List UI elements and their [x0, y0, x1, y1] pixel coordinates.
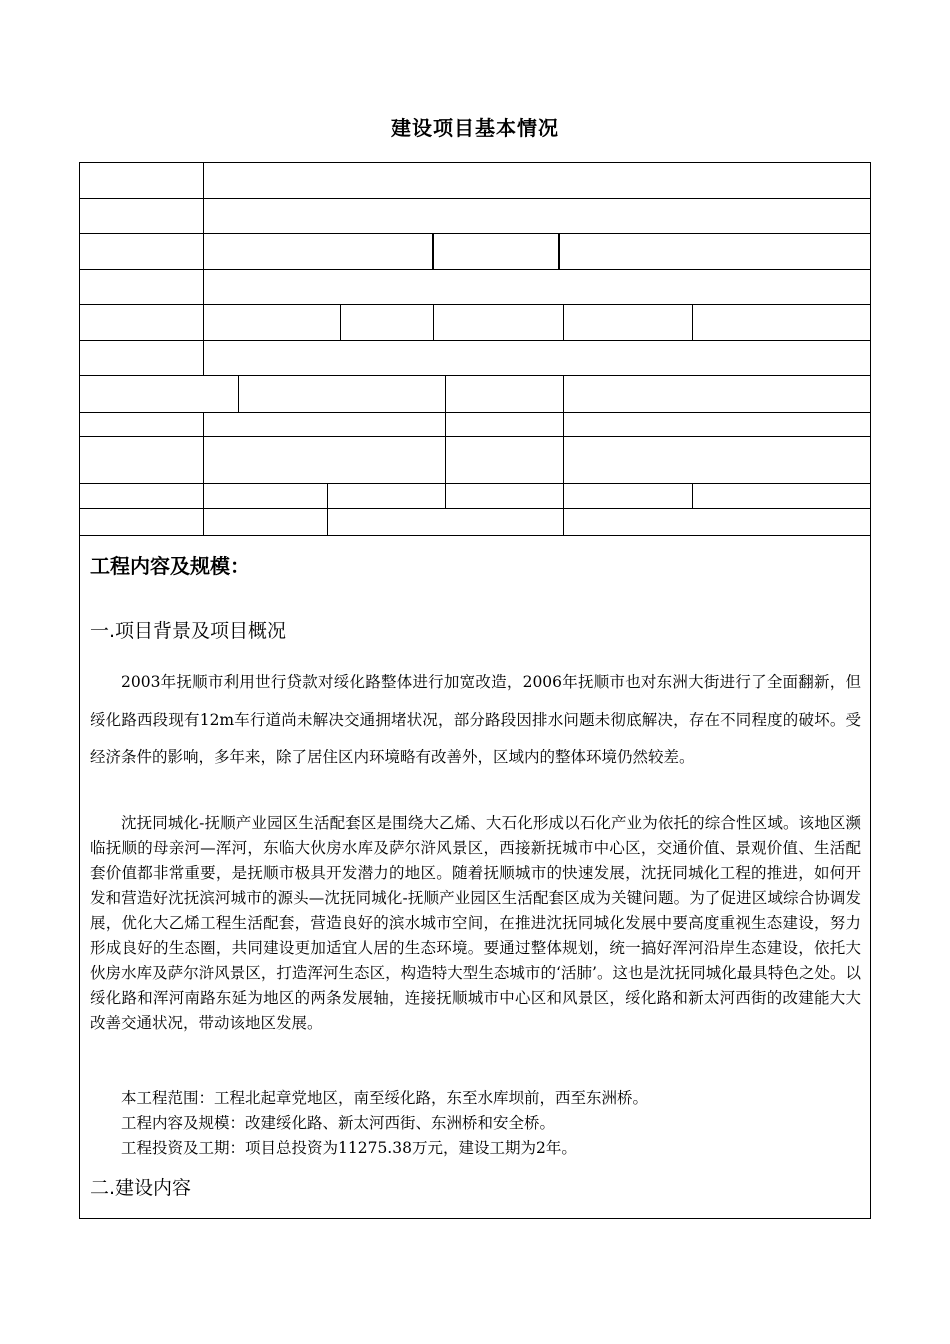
table-cell [204, 305, 341, 341]
table-cell [80, 234, 204, 270]
table-cell [80, 341, 204, 376]
table-cell [80, 509, 204, 535]
table-cell [80, 437, 204, 484]
table-cell [434, 234, 560, 270]
scope-line: 本工程范围：工程北起章党地区，南至绥化路，东至水库坝前，西至东洲桥。 [121, 1089, 649, 1107]
table-cell [204, 484, 328, 509]
table-cell [80, 199, 204, 234]
table-cell [204, 437, 446, 484]
table-cell [80, 305, 204, 341]
table-cell [80, 270, 204, 305]
table-cell [328, 509, 564, 535]
project-content-section [79, 535, 871, 1219]
subsection-heading-background: 一.项目背景及项目概况 [90, 620, 287, 642]
table-cell [204, 199, 871, 234]
paragraph-context: 沈抚同城化-抚顺产业园区生活配套区是围绕大乙烯、大石化形成以石化产业为依托的综合性区域。该地区濒临抚顺的母亲河—浑河，东临大伙房水库及萨尔浒风景区，西接新抚城市中心区，交通价值、景观价值、生活配套价值都非常重要，是抚顺市极具开发潜力的地区。随着抚顺城市的快速发展，沈抚同城化工程的推进，如何开发和营造好沈抚滨河城市的源头—沈抚同城化-抚顺产业园区生活配套区成为关键问题。为了促进区域综合协调发展，优化大乙烯工程生活配套，营造良好的滨水城市空间，在推进沈抚同城化发展中要高度重视生态建设，努力形成良好的生态圈，共同建设更加适宜人居的生态环境。要通过整体规划，统一搞好浑河沿岸生态建设，依托大伙房水库及萨尔浒风景区，打造浑河生态区，构造特大型生态城市的‘活肺’。这也是沈抚同城化最具特色之处。以绥化路和浑河南路东延为地区的两条发展轴，连接抚顺城市中心区和风景区，绥化路和新太河西街的改建能大大改善交通状况，带动该地区发展。 [90, 814, 861, 1032]
table-cell [446, 484, 564, 509]
table-cell [693, 305, 871, 341]
subsection-heading-construction: 二.建设内容 [90, 1177, 192, 1199]
section-heading: 工程内容及规模： [90, 554, 250, 578]
table-cell [446, 376, 564, 413]
table-cell [564, 437, 871, 484]
table-cell [446, 413, 564, 437]
table-cell [80, 163, 204, 199]
table-cell [560, 234, 871, 270]
table-cell [204, 509, 328, 535]
paragraph-background: 2003年抚顺市利用世行贷款对绥化路整体进行加宽改造，2006年抚顺市也对东洲大街进行了全面翻新，但绥化路西段现有12m车行道尚未解决交通拥堵状况，部分路段因排水问题未彻底解决，存在不同程度的破坏。受经济条件的影响，多年来，除了居住区内环境略有改善外，区域内的整体环境仍然较差。 [90, 673, 861, 766]
table-cell [434, 305, 564, 341]
table-cell [80, 376, 239, 413]
table-cell [204, 341, 871, 376]
investment-line: 工程投资及工期：项目总投资为11275.38万元，建设工期为2年。 [121, 1139, 577, 1157]
table-cell [693, 484, 871, 509]
table-cell [204, 413, 446, 437]
table-cell [204, 234, 434, 270]
content-line: 工程内容及规模：改建绥化路、新太河西街、东洲桥和安全桥。 [121, 1114, 556, 1132]
table-cell [341, 305, 434, 341]
table-cell [80, 413, 204, 437]
table-cell [328, 484, 446, 509]
table-cell [204, 270, 871, 305]
table-cell [564, 305, 693, 341]
table-cell [564, 376, 871, 413]
table-cell [446, 437, 564, 484]
project-info-table [79, 162, 871, 536]
table-cell [564, 509, 871, 535]
table-cell [564, 484, 693, 509]
table-cell [564, 413, 871, 437]
table-cell [204, 163, 871, 199]
page-title: 建设项目基本情况 [391, 116, 559, 140]
table-cell [239, 376, 446, 413]
table-cell [80, 484, 204, 509]
